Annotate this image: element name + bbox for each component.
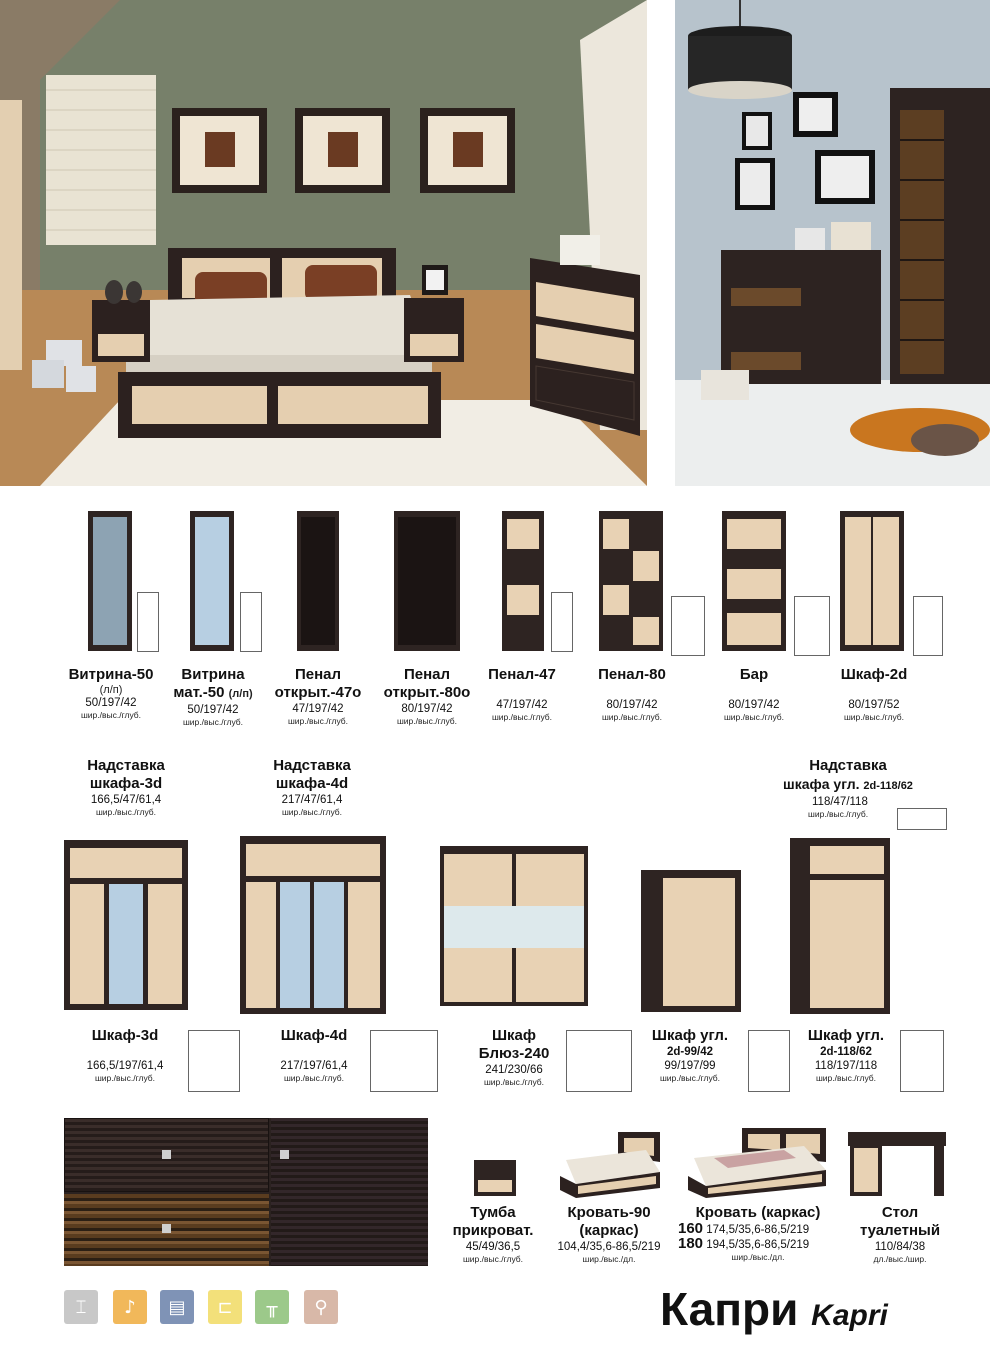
shkaf-blyuz-image	[440, 846, 588, 1006]
product-name-line2: шкафа угл.	[783, 776, 860, 792]
bedroom-scene	[0, 0, 647, 486]
product-tumba	[440, 1204, 546, 1265]
bed-size-180: 180	[678, 1235, 704, 1252]
penal-47-image	[502, 511, 544, 651]
product-name-line2: мат.-50	[173, 684, 225, 701]
product-shkaf-corner-99	[638, 1027, 742, 1084]
living-room-icon: ♪	[113, 1290, 147, 1324]
product-stol	[840, 1204, 960, 1265]
product-note: (л/п)	[99, 684, 123, 696]
product-name-line2: Блюз-240	[478, 1045, 550, 1062]
stol-leg	[934, 1144, 944, 1196]
dims-legend: шир./выс./глуб.	[462, 1254, 524, 1264]
product-dims: 104,4/35,6-86,5/219	[557, 1241, 661, 1253]
product-name-line2: прикроват.	[452, 1222, 534, 1239]
product-note: (л/п)	[228, 688, 253, 700]
vitrina-50-drawing	[137, 592, 159, 652]
product-name-line2: шкафа-3d	[89, 775, 163, 792]
dims-legend: шир./выс./глуб.	[94, 1073, 156, 1083]
product-name: Надставка	[87, 757, 165, 774]
product-dims: 110/84/38	[874, 1241, 926, 1253]
product-name-line2: шкафа-4d	[275, 775, 349, 792]
bedroom-photo	[0, 0, 647, 486]
product-name: Витрина-50	[68, 666, 154, 683]
dims-legend: шир./выс./глуб.	[808, 809, 869, 819]
dims-legend: шир./выс./глуб.	[815, 1073, 877, 1083]
product-penal-47	[472, 666, 572, 723]
dims-legend: шир./выс./глуб.	[287, 716, 349, 726]
product-shkaf-corner-118	[794, 1027, 898, 1084]
penal-80-image	[599, 511, 663, 651]
stol-cabinet	[850, 1144, 882, 1196]
product-name: Шкаф-4d	[280, 1027, 348, 1044]
shkaf-4d-image	[240, 836, 386, 1014]
tumba-image	[474, 1160, 516, 1196]
product-shkaf-4d	[262, 1027, 366, 1084]
penal-80-drawing	[671, 596, 705, 656]
vitrina-mat-50-image	[190, 511, 234, 651]
dims-legend: шир./выс./глуб.	[95, 807, 157, 817]
product-bed-90	[548, 1204, 670, 1265]
dims-legend: шир./выс./глуб.	[281, 807, 343, 817]
product-bed-double	[678, 1204, 838, 1263]
product-dims: 47/197/42	[292, 703, 344, 715]
dims-legend: шир./выс./глуб.	[182, 717, 244, 727]
product-name: Бар	[739, 666, 769, 683]
dims-legend: дл./выс./шир.	[873, 1254, 927, 1264]
product-name: Кровать-90	[567, 1204, 651, 1221]
living-room-photo	[675, 0, 990, 486]
office-desk-icon: ⌶	[64, 1290, 98, 1324]
product-name: Шкаф	[491, 1027, 537, 1044]
dims-legend: шир./выс./дл.	[731, 1252, 785, 1262]
product-name: Шкаф-2d	[840, 666, 908, 683]
shkaf-4d-drawing	[370, 1030, 438, 1092]
product-name: Стол	[881, 1204, 919, 1221]
bed-90-image	[556, 1128, 666, 1200]
vitrina-mat-50-drawing	[240, 592, 262, 652]
product-dims: 217/197/61,4	[280, 1060, 348, 1072]
dims-legend: шир./выс./глуб.	[843, 712, 905, 722]
wood-texture-swatch	[64, 1118, 428, 1266]
bed-double-image	[684, 1124, 832, 1200]
product-penal-open-80	[372, 666, 482, 727]
product-name: Пенал	[294, 666, 342, 683]
hallway-icon: ⚲	[304, 1290, 338, 1324]
penal-open-80-image	[394, 511, 460, 651]
product-dims: 241/230/66	[485, 1064, 543, 1076]
product-shkaf-blyuz	[466, 1027, 562, 1088]
product-dims: 118/47/118	[812, 796, 868, 808]
shkaf-2d-drawing	[913, 596, 943, 656]
shkaf-3d-image	[64, 840, 188, 1010]
product-shkaf-2d	[822, 666, 926, 723]
product-name: Шкаф угл.	[651, 1027, 729, 1044]
brand-name: Капри	[660, 1283, 799, 1335]
product-dims: 166,5/197/61,4	[86, 1060, 164, 1072]
product-name: Витрина	[181, 666, 245, 683]
product-name: Шкаф угл.	[807, 1027, 885, 1044]
product-dims: 99/197/99	[664, 1060, 716, 1072]
product-name-line2: открыт.-80о	[383, 684, 471, 701]
dims-legend: шир./выс./глуб.	[283, 1073, 345, 1083]
product-topper-4d	[252, 757, 372, 818]
product-name: Тумба	[470, 1204, 516, 1221]
product-penal-80	[580, 666, 684, 723]
dims-legend: шир./выс./глуб.	[491, 712, 553, 722]
product-name: Пенал	[403, 666, 451, 683]
vitrina-50-image	[88, 511, 132, 651]
product-vitrina-50	[58, 666, 164, 721]
product-shkaf-3d	[70, 1027, 180, 1084]
bar-image	[722, 511, 786, 651]
product-dims: 80/197/52	[848, 699, 900, 711]
shkaf-corner-99-drawing	[748, 1030, 790, 1092]
product-name: Шкаф-3d	[91, 1027, 159, 1044]
product-dims: 45/49/36,5	[465, 1241, 521, 1253]
tv-stand-icon: ▤	[160, 1290, 194, 1324]
shkaf-corner-118-drawing	[900, 1030, 944, 1092]
bed-dims-180: 194,5/35,6-86,5/219	[706, 1239, 810, 1251]
shkaf-corner-118-image	[790, 838, 890, 1014]
dims-legend: шир./выс./дл.	[582, 1254, 636, 1264]
product-dims: 80/197/42	[401, 703, 453, 715]
product-dims: 217/47/61,4	[281, 794, 343, 806]
product-dims: 80/197/42	[606, 699, 658, 711]
penal-47-drawing	[551, 592, 573, 652]
brand-latin: Kapri	[811, 1299, 888, 1332]
product-topper-3d	[66, 757, 186, 818]
product-name: Надставка	[273, 757, 351, 774]
living-room-scene	[675, 0, 990, 486]
product-dims: 118/197/118	[814, 1060, 878, 1072]
bed-icon: ⊏	[208, 1290, 242, 1324]
dining-icon: ╥	[255, 1290, 289, 1324]
product-dims: 80/197/42	[728, 699, 780, 711]
product-code: 2d-99/42	[666, 1046, 714, 1058]
dims-legend: шир./выс./глуб.	[80, 710, 142, 720]
product-dims: 166,5/47/61,4	[90, 794, 162, 806]
bed-dims-160: 174,5/35,6-86,5/219	[706, 1224, 810, 1236]
product-dims: 50/197/42	[187, 704, 239, 716]
product-code: 2d-118/62	[820, 1046, 872, 1058]
dims-legend: шир./выс./глуб.	[396, 716, 458, 726]
bar-drawing	[794, 596, 830, 656]
shkaf-corner-99-image	[641, 870, 741, 1012]
product-name: Пенал-80	[598, 666, 666, 683]
product-name-line2: (каркас)	[579, 1222, 639, 1239]
topper-corner-drawing	[897, 808, 947, 830]
product-name-line2: открыт.-47о	[274, 684, 362, 701]
product-name: Кровать (каркас)	[695, 1204, 821, 1221]
shkaf-blyuz-drawing	[566, 1030, 632, 1092]
bed-size-160: 160	[678, 1220, 704, 1237]
shkaf-3d-drawing	[188, 1030, 240, 1092]
product-dims: 50/197/42	[85, 697, 137, 709]
product-vitrina-mat-50	[160, 666, 266, 728]
product-name: Надставка	[809, 757, 887, 774]
brand-title	[660, 1282, 888, 1336]
dims-legend: шир./выс./глуб.	[659, 1073, 721, 1083]
dims-legend: шир./выс./глуб.	[601, 712, 663, 722]
product-penal-open-47	[263, 666, 373, 727]
product-dims: 47/197/42	[496, 699, 548, 711]
dims-legend: шир./выс./глуб.	[723, 712, 785, 722]
product-name: Пенал-47	[488, 666, 556, 683]
penal-open-47-image	[297, 511, 339, 651]
shkaf-2d-image	[840, 511, 904, 651]
product-name-line2: туалетный	[859, 1222, 941, 1239]
product-bar	[702, 666, 806, 723]
product-code: 2d-118/62	[863, 780, 913, 792]
dims-legend: шир./выс./глуб.	[483, 1077, 545, 1087]
